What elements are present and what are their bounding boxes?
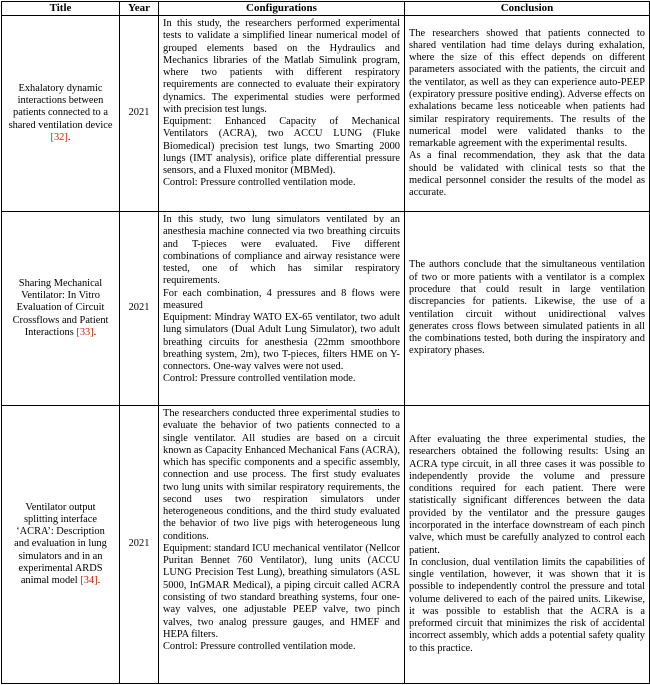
- conclusion-paragraph: The researchers showed that patients connected to shared ventilation had time delays during exhalation, where the size of this effect depends on different parameters associated with the patients, the circuit and the ventilator, as well as they can experience auto-PEEP (expiratory pressure positive ending). Adverse effects on exhalations became less noticeable when patients had similar respiratory requirements. The results of the numerical model were validated thanks to the remarkable agreement with the experimental results.: [409, 27, 645, 150]
- col-header-title: Title: [2, 2, 120, 16]
- config-paragraph: For each combination, 4 pressures and 8 flows were measured: [163, 287, 400, 311]
- header-row: [2, 2, 650, 16]
- title-suffix: .: [67, 131, 71, 143]
- col-header-conclusion: Conclusion: [405, 2, 650, 16]
- conclusion-cell: [405, 16, 650, 212]
- study-title: Exhalatory dynamic interactions between patients connected to a shared ventilation device: [8, 82, 113, 131]
- study-title-cell: [2, 406, 120, 684]
- configurations-cell: [159, 212, 405, 406]
- year-cell: 2021: [120, 212, 159, 406]
- conclusion-paragraph: The authors conclude that the simultaneous ventilation of two or more patients with a ventilator is a complex procedure that could result in large ventilation discrepancies for patients. Likewise, the use of a ventilation circuit without unidirectional valves generates cross flows between simulated patients in all the combinations tested, both during the inspiratory and expiratory phases.: [409, 259, 645, 357]
- config-control-paragraph: Control: Pressure controlled ventilation mode.: [163, 373, 356, 385]
- title-suffix: .: [93, 326, 97, 338]
- conclusion-cell: [405, 406, 650, 684]
- table-row: [2, 212, 650, 406]
- year-cell: 2021: [120, 406, 159, 684]
- studies-comparison-table: [1, 1, 650, 684]
- study-title-cell: [2, 212, 120, 406]
- config-equipment-paragraph: Equipment: Enhanced Capacity of Mechanical Ventilators (ACRA), two ACCU LUNG (Fluke Biomedical) precision test lungs, two Smarting 2000 lungs (IMT analysis), orifice plate differential pressure sensors, and a Fluxed monitor (MBMed).: [163, 116, 400, 177]
- year-cell: 2021: [120, 16, 159, 212]
- col-header-year: Year: [120, 2, 159, 16]
- conclusion-paragraph: In conclusion, dual ventilation limits the capabilities of single ventilation, however, it was shown that it is possible to independently control the pressure and total volume delivered to each of the paired units. Likewise, it was possible to establish that the ACRA is a preformed circuit that minimizes the risk of accidental incorrect assembly, which adds a potential safety quality to this practice.: [409, 556, 645, 654]
- table-row: [2, 406, 650, 684]
- configurations-cell: [159, 16, 405, 212]
- config-control-paragraph: Control: Pressure controlled ventilation mode.: [163, 177, 356, 189]
- study-title: Sharing Mechanical Ventilator: In Vitro Evaluation of Circuit Crossflows and Patient Interactions: [12, 277, 109, 338]
- conclusion-cell: [405, 212, 650, 406]
- study-title: Ventilator output splitting interface ‘ACRA’: Description and evaluation in lung simulators and in an experimental ARDS animal model: [14, 501, 107, 587]
- title-suffix: .: [97, 575, 101, 587]
- citation-ref[interactable]: [33]: [76, 326, 94, 338]
- config-paragraph: In this study, the researchers performed experimental tests to validate a simplified linear numerical model of grouped elements based on the Hydraulics and Mechanics libraries of the Matlab Simulink program, where two patients with different respiratory requirements are connected to evaluate their expiratory dynamics. The experimental studies were performed with precision test lungs.: [163, 18, 400, 115]
- study-title-cell: [2, 16, 120, 212]
- config-control-paragraph: Control: Pressure controlled ventilation mode.: [163, 641, 356, 653]
- configurations-cell: [159, 406, 405, 684]
- conclusion-paragraph: As a final recommendation, they ask that the data should be validated with clinical tests so that the medical personnel consider the results of the model as accurate.: [409, 150, 645, 199]
- config-paragraph: In this study, two lung simulators ventilated by an anesthesia machine connected via two breathing circuits and T-pieces were evaluated. Five different combinations of compliance and airway resistance were tested, one of which has similar respiratory requirements.: [163, 214, 400, 287]
- config-equipment-paragraph: Equipment: Mindray WATO EX-65 ventilator, two adult lung simulators (Dual Adult Lung Simulator), two adult breathing circuits for anesthesia (22mm smoothbore breathing system, 2m), two T-pieces, filters HME on Y-connectors. One-way valves were not used.: [163, 312, 400, 373]
- citation-ref[interactable]: [34]: [80, 575, 98, 587]
- col-header-configurations: Configurations: [159, 2, 405, 16]
- conclusion-paragraph: After evaluating the three experimental studies, the researchers obtained the following results: Using an ACRA type circuit, in all three cases it was possible to independently provide the volume and pressure conditions required for each patient. There were statistically significant differences between the data provided by the ventilator and the pressure gauges incorporated in the interface downstream of each pinch valve, which must be carefully analyzed to control each patient.: [409, 434, 645, 556]
- config-equipment-paragraph: Equipment: standard ICU mechanical ventilator (Nellcor Puritan Bennet 760 Ventilator), lung units (ACCU LUNG Precision Test Lung), breathing simulators (ASL 5000, InGMAR Medical), a piping circuit called ACRA consisting of two standard breathing systems, four one-way valves, one adjustable PEEP valve, two pinch valves, two analog pressure gauges, and HMEF and HEPA filters.: [163, 542, 400, 640]
- citation-ref[interactable]: [32]: [50, 131, 68, 143]
- table-row: [2, 16, 650, 212]
- config-paragraph: The researchers conducted three experimental studies to evaluate the behavior of two patients connected to a single ventilator. All studies are based on a circuit known as Capacity Enhanced Mechanical Fans (ACRA), which has specific components and a specific assembly, connection and use process. The first study evaluates two lung units with similar respiratory requirements, the second uses two respiration simulators under heterogeneous conditions, and the third study evaluated the behavior of two live pigs with heterogeneous lung conditions.: [163, 408, 400, 542]
